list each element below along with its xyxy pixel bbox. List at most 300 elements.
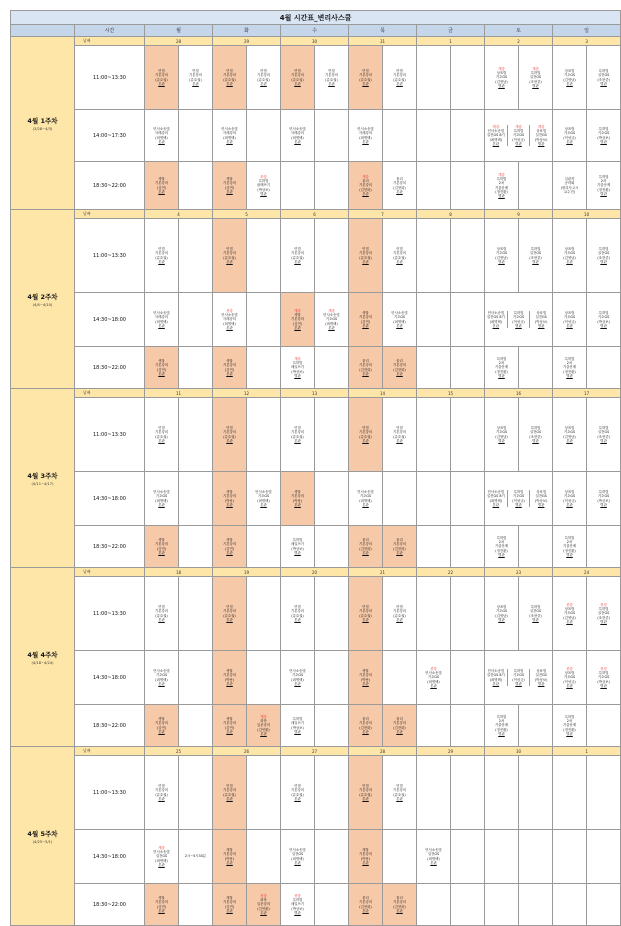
class-text: 특허법 [598, 489, 609, 494]
class-text: (류호권) [291, 77, 304, 82]
class-cell [349, 577, 383, 651]
class-text: 기본강의 [154, 788, 169, 793]
class-text: 민사소송법 [153, 668, 170, 673]
class-text: 특허법 [292, 716, 303, 721]
class-cell [213, 651, 247, 705]
class-cell [383, 526, 417, 568]
class-text: 기초GS [393, 315, 406, 320]
class-text: 기본강의 [392, 542, 407, 547]
week-label [11, 37, 75, 210]
class-text: 민법 [396, 604, 403, 609]
class-text: 민법 [226, 425, 233, 430]
class-cell [587, 347, 621, 389]
class-cell [247, 651, 281, 705]
class-cell [349, 46, 383, 110]
class-cell [519, 219, 553, 293]
class-cell [179, 830, 213, 884]
class-cell [530, 490, 552, 507]
location-link: 본관 [396, 371, 403, 376]
class-cell [587, 219, 621, 293]
class-cell [315, 756, 349, 830]
class-text: 특허법 [258, 179, 269, 184]
class-cell [247, 162, 281, 210]
class-text: 생물 [158, 537, 165, 542]
class-cell [315, 651, 349, 705]
class-text: 기출문제 [494, 723, 509, 728]
date-cell: 1 [553, 747, 621, 756]
class-text: 기초GS [597, 315, 610, 320]
date-row [11, 389, 621, 398]
class-text: 민사소송법 [221, 313, 238, 318]
class-text: (정진환) [563, 369, 576, 374]
location-link: 본관 [158, 796, 165, 801]
class-text: 특허법 [598, 246, 609, 251]
date-cell: 3 [553, 37, 621, 46]
class-text: 특허법 [513, 129, 524, 134]
time-slot-row [11, 347, 621, 389]
class-cell [213, 110, 247, 162]
class-cell [281, 884, 315, 926]
location-link: 본관 [566, 259, 573, 264]
class-text: (류호권) [223, 77, 236, 82]
page-title: 4월 시간표_변리사스쿨 [11, 11, 621, 25]
class-text: 기초GS [495, 430, 508, 435]
class-cell [519, 756, 553, 830]
class-text: (류호권) [155, 613, 168, 618]
location-link: 본관 [158, 502, 165, 507]
class-cell [145, 162, 179, 210]
class-text: (류호권) [291, 613, 304, 618]
class-text: (최명택) [155, 319, 168, 324]
class-text: 민사소송법 [425, 671, 442, 676]
class-text: (이성규) [512, 137, 525, 142]
class-text: (정진환) [495, 727, 508, 732]
class-text: (박상보) [597, 498, 610, 503]
class-text: 물리 [362, 537, 369, 542]
class-cell [213, 526, 247, 568]
location-link: 본관 [396, 189, 403, 194]
class-cell [508, 311, 531, 328]
class-cell [417, 162, 451, 210]
location-link: 별관 [600, 502, 607, 507]
location-link: 본관 [294, 139, 301, 144]
class-text: 사례강의 [222, 131, 237, 136]
class-text: 민법 [158, 425, 165, 430]
location-link: 본관 [226, 502, 233, 507]
location-link: 본관 [294, 502, 301, 507]
class-text: (김현화) [359, 367, 372, 372]
class-text: 기본강의 [392, 788, 407, 793]
location-link: 별관 [600, 259, 607, 264]
location-link: 본관 [226, 371, 233, 376]
class-cell [451, 219, 485, 293]
class-cell [451, 293, 485, 347]
location-link: 별관 [498, 552, 505, 557]
class-text: 상표법 [496, 71, 507, 76]
location-link: 별관 [566, 373, 573, 378]
class-text: 민사소송법 [487, 668, 505, 673]
header-blank [11, 25, 75, 37]
location-link: 별관 [532, 83, 539, 88]
class-text: 기초GS [325, 317, 338, 322]
date-row [11, 210, 621, 219]
class-text: 화학 [260, 898, 267, 903]
location-link: 본관 [158, 438, 165, 443]
class-text: 기초GS [291, 673, 304, 678]
location-link: 본관 [362, 908, 369, 913]
class-text: 기본강의 [154, 721, 169, 726]
class-cell [451, 398, 485, 472]
class-text: 특허법 [564, 535, 575, 540]
class-cell [485, 884, 519, 926]
class-text: 기본강의 [358, 900, 373, 905]
class-text: (최명택) [359, 498, 372, 503]
class-text: (류호권) [325, 77, 338, 82]
class-text: 기본강의 [222, 900, 237, 905]
class-text: 특허법 [564, 714, 575, 719]
class-cell [179, 577, 213, 651]
location-link: 본관 [492, 323, 500, 328]
class-text: (류호권) [257, 77, 270, 82]
class-cell [553, 830, 587, 884]
class-cell [315, 705, 349, 747]
class-cell [383, 110, 417, 162]
class-text: (최명택) [291, 677, 304, 682]
class-text: (박상보) [534, 319, 548, 324]
class-text: 기출문제 [494, 185, 509, 190]
time-slot-label: 11:00~13:30 [75, 577, 145, 651]
class-cell [587, 830, 621, 884]
location-link: 본관 [396, 908, 403, 913]
class-text: 민사소송법 [323, 313, 340, 318]
class-text: 민사소송법 [289, 668, 306, 673]
class-text: 매일쓰기 [290, 721, 305, 726]
class-text: 기본강의 [222, 673, 237, 678]
status-tag: 개강 [498, 66, 505, 71]
class-text: 기본강의 [358, 315, 373, 320]
class-text: 특허법 [598, 126, 609, 131]
location-link: 본관 [492, 141, 500, 146]
location-link: 본관 [362, 438, 369, 443]
location-link: 본관 [226, 325, 233, 330]
class-text: 실전GS [535, 494, 547, 499]
class-text: 기초GS [563, 611, 576, 616]
class-cell [281, 219, 315, 293]
location-link: 본관 [566, 683, 573, 688]
class-text: 기본강의 [392, 430, 407, 435]
time-slot-row [11, 577, 621, 651]
class-cell [349, 705, 383, 747]
class-cell [247, 830, 281, 884]
class-text: 상표법 [496, 425, 507, 430]
location-link: 본관 [226, 189, 233, 194]
class-text: (류호권) [359, 255, 372, 260]
class-text: 생물 [294, 489, 301, 494]
class-text: 기본강의 [358, 788, 373, 793]
class-cell [383, 472, 417, 526]
class-text: (김영남) [563, 77, 576, 82]
class-text: (김현화) [393, 185, 406, 190]
class-text: 기초GS [563, 131, 576, 136]
location-link: 별관 [532, 259, 539, 264]
class-text: 실전GS [427, 852, 440, 857]
time-slot-row [11, 293, 621, 347]
class-text: 생물 [362, 668, 369, 673]
class-text: (조현중) [597, 434, 610, 439]
date-cell: 27 [281, 747, 349, 756]
location-link: 본관 [294, 438, 301, 443]
location-link: 본관 [396, 323, 403, 328]
location-link: 본관 [226, 139, 233, 144]
class-text: 상표법 [564, 246, 575, 251]
location-link: 본관 [226, 550, 233, 555]
class-text: 생물 [226, 489, 233, 494]
class-text: 민법 [396, 783, 403, 788]
class-cell [553, 293, 587, 347]
class-cell [451, 526, 485, 568]
class-text: (김영남) [495, 255, 508, 260]
location-link: 별관 [600, 191, 607, 196]
week-range: (4/18~4/24) [31, 660, 54, 665]
class-cell [519, 705, 553, 747]
class-text: 특허법 [496, 356, 507, 361]
class-text: 민사소송법 [391, 310, 408, 315]
class-cell [553, 110, 587, 162]
location-link: 본관 [362, 502, 369, 507]
timetable [10, 10, 621, 926]
class-cell [553, 705, 587, 747]
class-text: 물리 [396, 358, 403, 363]
time-slot-label: 18:30~22:00 [75, 526, 145, 568]
class-text: 기본강의 [154, 609, 169, 614]
location-link: 본관 [396, 796, 403, 801]
class-cell [179, 110, 213, 162]
class-text: (류호권) [291, 255, 304, 260]
class-cell [530, 311, 552, 328]
class-text: 민사소송법 [153, 489, 170, 494]
location-link: 본관 [158, 259, 165, 264]
class-cell [315, 472, 349, 526]
class-cell [315, 398, 349, 472]
location-link: 별관 [600, 139, 607, 144]
location-link: 본관 [566, 619, 573, 624]
class-text: 기초GS [257, 494, 270, 499]
class-text: 특허법 [598, 671, 609, 676]
class-cell [417, 398, 451, 472]
class-text: 실전GS [529, 251, 542, 256]
class-cell [485, 162, 519, 210]
class-cell [179, 526, 213, 568]
class-text: 생물 [226, 847, 233, 852]
class-cell [553, 651, 587, 705]
class-text: 매일쓰기 [290, 365, 305, 370]
location-link: 본관 [192, 81, 199, 86]
class-text: 기본강의 [222, 852, 237, 857]
class-text: 물리 [396, 537, 403, 542]
location-link: 본관 [226, 796, 233, 801]
date-cell: 1 [417, 37, 485, 46]
class-cell [587, 398, 621, 472]
class-text: (김영남) [495, 613, 508, 618]
date-cell: 26 [213, 747, 281, 756]
class-cell [530, 125, 552, 146]
class-text: 기초GS [155, 494, 168, 499]
class-cell [383, 347, 417, 389]
class-cell [383, 398, 417, 472]
class-cell [315, 577, 349, 651]
class-text: 상표법 [564, 310, 575, 315]
date-cell: 5 [213, 210, 281, 219]
class-cell [247, 110, 281, 162]
location-link: 본관 [566, 139, 573, 144]
class-cell [451, 705, 485, 747]
class-cell [213, 46, 247, 110]
class-cell [179, 347, 213, 389]
class-text: 실전GS [597, 251, 610, 256]
location-link: 별관 [537, 502, 545, 507]
date-cell: 29 [417, 747, 485, 756]
class-text: 2차 [566, 719, 573, 724]
class-text: (김현화) [393, 367, 406, 372]
location-link: 별관 [260, 191, 267, 196]
class-cell [553, 756, 587, 830]
class-cell [213, 577, 247, 651]
time-slot-label: 14:30~18:00 [75, 472, 145, 526]
status-tag: 개강 [294, 356, 301, 361]
class-cell [383, 830, 417, 884]
class-text: 민법 [396, 425, 403, 430]
class-cell [451, 830, 485, 884]
class-cell [553, 219, 587, 293]
class-text: 2시~5시30분 [184, 854, 207, 859]
class-text: (류호권) [393, 434, 406, 439]
class-text: 특허법 [530, 604, 541, 609]
location-link: 본관 [294, 81, 301, 86]
class-text: 2차 [600, 179, 607, 184]
class-cell [485, 830, 519, 884]
class-text: 매일쓰기 [290, 902, 305, 907]
location-link: 별관 [600, 619, 607, 624]
location-link: 본관 [294, 259, 301, 264]
class-text: (류호권) [189, 77, 202, 82]
class-text: 사례강의 [222, 317, 237, 322]
header-day: 목 [349, 25, 417, 37]
class-text: 특허법 [598, 174, 609, 179]
date-cell: 9 [485, 210, 553, 219]
class-text: (김연) [156, 904, 167, 909]
date-row [11, 747, 621, 756]
class-cell [417, 219, 451, 293]
class-cell [145, 577, 179, 651]
status-tag: 종강 [226, 308, 233, 313]
class-text: 기본강의 [290, 317, 305, 322]
class-text: (류호권) [155, 792, 168, 797]
class-text: 기초GS [563, 73, 576, 78]
location-link: 본관 [260, 731, 267, 736]
class-text: 상표법 [536, 489, 547, 494]
class-text: (최명택) [155, 498, 168, 503]
class-text: 실전GS [529, 430, 542, 435]
class-text: (김연환) [257, 906, 270, 911]
class-text: 실전GS [291, 852, 304, 857]
time-slot-label: 14:30~18:00 [75, 830, 145, 884]
class-cell [179, 293, 213, 347]
time-slot-row [11, 705, 621, 747]
class-cell [383, 756, 417, 830]
status-tag: 개강 [362, 174, 369, 179]
class-text: 민법 [362, 246, 369, 251]
week-label [11, 568, 75, 747]
class-text: (류호권) [155, 77, 168, 82]
class-text: (김연) [224, 725, 235, 730]
header-day: 월 [145, 25, 213, 37]
class-cell [145, 46, 179, 110]
class-text: (박용) [292, 498, 303, 503]
status-tag: 종강 [260, 893, 267, 898]
date-cell: 8 [417, 210, 485, 219]
class-text: 특허법 [496, 714, 507, 719]
class-text: 기본강의 [222, 251, 237, 256]
class-cell [553, 884, 587, 926]
week-range: (4/4~4/10) [32, 302, 53, 307]
location-link: 본관 [260, 81, 267, 86]
location-link: 본관 [362, 860, 369, 865]
class-text: 기초GS [495, 609, 508, 614]
class-cell [587, 472, 621, 526]
class-text: 실전GS [597, 611, 610, 616]
class-cell [553, 577, 587, 651]
class-text: 기본강의 [222, 181, 237, 186]
class-text: 특허법 [598, 310, 609, 315]
class-cell [247, 219, 281, 293]
class-cell [485, 490, 508, 507]
location-link: 본관 [362, 139, 369, 144]
class-cell [281, 830, 315, 884]
date-cell: 20 [281, 568, 349, 577]
class-text: 기초GS [563, 315, 576, 320]
class-text: (류호권) [393, 77, 406, 82]
date-cell: 18 [145, 568, 213, 577]
class-text: (최명택) [359, 135, 372, 140]
class-cell [451, 651, 485, 705]
class-text: 물리 [362, 179, 369, 184]
class-text: 생물 [158, 358, 165, 363]
location-link: 본관 [430, 683, 437, 688]
class-text: 특허법 [564, 356, 575, 361]
date-cell: 19 [213, 568, 281, 577]
class-text: 기본강의 [290, 73, 305, 78]
class-cell [145, 219, 179, 293]
class-cell [247, 577, 281, 651]
class-cell [587, 293, 621, 347]
location-link: 별관 [537, 141, 545, 146]
class-cell [213, 347, 247, 389]
class-text: (김연) [360, 319, 371, 324]
class-text: 민법 [158, 68, 165, 73]
location-link: 본관 [396, 81, 403, 86]
date-cell: 31 [349, 37, 417, 46]
class-text: (조현중) [529, 613, 542, 618]
class-cell [179, 884, 213, 926]
class-text: 기본강의 [154, 73, 169, 78]
class-text: (정진환) [495, 189, 508, 194]
location-link: 본관 [158, 681, 165, 686]
class-text: 상표법 [564, 126, 575, 131]
class-cell [587, 756, 621, 830]
header-day: 일 [553, 25, 621, 37]
class-text: 생물 [226, 895, 233, 900]
class-text: 기초GS [563, 675, 576, 680]
